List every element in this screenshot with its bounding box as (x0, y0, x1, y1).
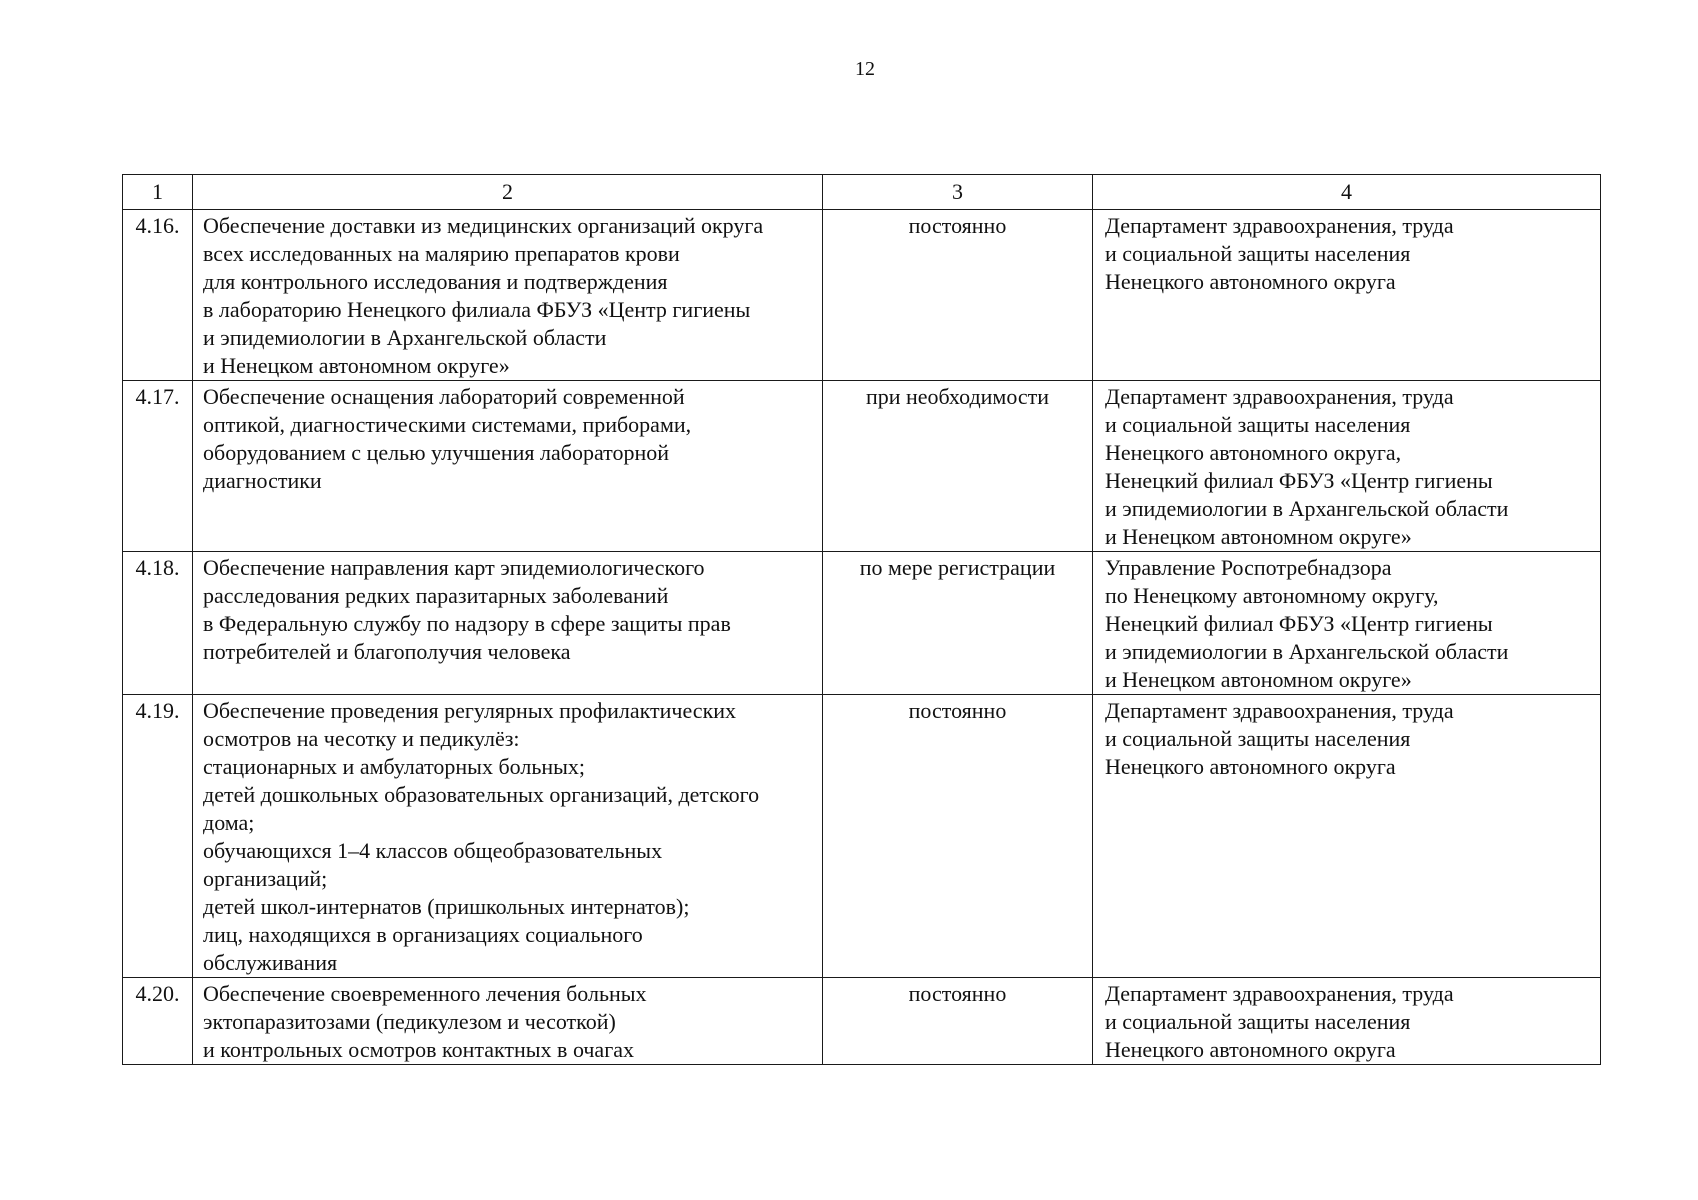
responsible-party (1093, 552, 1601, 695)
task-description (193, 978, 823, 1065)
task-line: и эпидемиологии в Архангельской области (203, 325, 607, 350)
task-line: дома; (203, 810, 255, 835)
responsible-line: по Ненецкому автономному округу, (1105, 583, 1439, 608)
task-line: эктопаразитозами (педикулезом и чесоткой) (203, 1009, 616, 1034)
task-line: потребителей и благополучия человека (203, 639, 571, 664)
term: по мере регистрации (823, 552, 1093, 695)
task-line: детей дошкольных образовательных организаций, детского (203, 782, 760, 807)
table-row (123, 381, 1601, 552)
task-line: Обеспечение своевременного лечения больных (203, 981, 647, 1006)
responsible-line: Департамент здравоохранения, труда (1105, 384, 1454, 409)
responsible-party (1093, 978, 1601, 1065)
responsible-line: и социальной защиты населения (1105, 1009, 1411, 1034)
item-number: 4.17. (123, 381, 193, 552)
table-row (123, 978, 1601, 1065)
task-line: диагностики (203, 468, 322, 493)
responsible-line: Департамент здравоохранения, труда (1105, 213, 1454, 238)
responsible-line: и Ненецком автономном округе» (1105, 524, 1412, 549)
item-number: 4.19. (123, 695, 193, 978)
task-line: стационарных и амбулаторных больных; (203, 754, 586, 779)
term: при необходимости (823, 381, 1093, 552)
table-body (123, 210, 1601, 1065)
task-line: для контрольного исследования и подтверждения (203, 269, 668, 294)
task-description (193, 552, 823, 695)
responsible-line: и эпидемиологии в Архангельской области (1105, 496, 1509, 521)
responsible-line: Ненецкого автономного округа (1105, 1037, 1396, 1062)
column-header: 4 (1093, 175, 1601, 210)
task-line: оборудованием с целью улучшения лабораторной (203, 440, 670, 465)
task-line: Обеспечение оснащения лабораторий современной (203, 384, 685, 409)
task-line: расследования редких паразитарных заболеваний (203, 583, 669, 608)
task-line: Обеспечение направления карт эпидемиологического (203, 555, 705, 580)
responsible-party (1093, 210, 1601, 381)
task-line: оптикой, диагностическими системами, приборами, (203, 412, 692, 437)
responsible-line: Ненецкий филиал ФБУЗ «Центр гигиены (1105, 611, 1493, 636)
column-header: 2 (193, 175, 823, 210)
responsible-line: Ненецкий филиал ФБУЗ «Центр гигиены (1105, 468, 1493, 493)
responsible-line: и социальной защиты населения (1105, 412, 1411, 437)
task-line: детей школ-интернатов (пришкольных интернатов); (203, 894, 690, 919)
table-header-row (123, 175, 1601, 210)
responsible-line: и социальной защиты населения (1105, 241, 1411, 266)
table-row (123, 552, 1601, 695)
responsible-line: Ненецкого автономного округа, (1105, 440, 1402, 465)
task-description (193, 381, 823, 552)
task-line: всех исследованных на малярию препаратов крови (203, 241, 680, 266)
responsible-line: Департамент здравоохранения, труда (1105, 981, 1454, 1006)
task-line: обслуживания (203, 950, 338, 975)
responsible-line: и эпидемиологии в Архангельской области (1105, 639, 1509, 664)
task-line: и Ненецком автономном округе» (203, 353, 510, 378)
task-line: Обеспечение проведения регулярных профилактических (203, 698, 737, 723)
responsible-line: Ненецкого автономного округа (1105, 754, 1396, 779)
term: постоянно (823, 978, 1093, 1065)
task-line: организаций; (203, 866, 328, 891)
responsible-line: и социальной защиты населения (1105, 726, 1411, 751)
task-line: в лабораторию Ненецкого филиала ФБУЗ «Центр гигиены (203, 297, 751, 322)
task-description (193, 695, 823, 978)
page-number: 12 (855, 58, 875, 80)
responsible-line: и Ненецком автономном округе» (1105, 667, 1412, 692)
task-line: осмотров на чесотку и педикулёз: (203, 726, 520, 751)
column-header: 1 (123, 175, 193, 210)
task-line: Обеспечение доставки из медицинских организаций округа (203, 213, 764, 238)
task-line: в Федеральную службу по надзору в сфере защиты прав (203, 611, 731, 636)
responsible-line: Ненецкого автономного округа (1105, 269, 1396, 294)
responsible-party (1093, 381, 1601, 552)
responsible-line: Управление Роспотребнадзора (1105, 555, 1392, 580)
responsible-line: Департамент здравоохранения, труда (1105, 698, 1454, 723)
term: постоянно (823, 695, 1093, 978)
task-description (193, 210, 823, 381)
task-line: обучающихся 1–4 классов общеобразовательных (203, 838, 663, 863)
item-number: 4.20. (123, 978, 193, 1065)
task-line: лиц, находящихся в организациях социального (203, 922, 643, 947)
term: постоянно (823, 210, 1093, 381)
task-line: и контрольных осмотров контактных в очагах (203, 1037, 634, 1062)
item-number: 4.16. (123, 210, 193, 381)
responsible-party (1093, 695, 1601, 978)
table-row (123, 695, 1601, 978)
table-row (123, 210, 1601, 381)
item-number: 4.18. (123, 552, 193, 695)
measures-table (122, 174, 1601, 1065)
column-header: 3 (823, 175, 1093, 210)
